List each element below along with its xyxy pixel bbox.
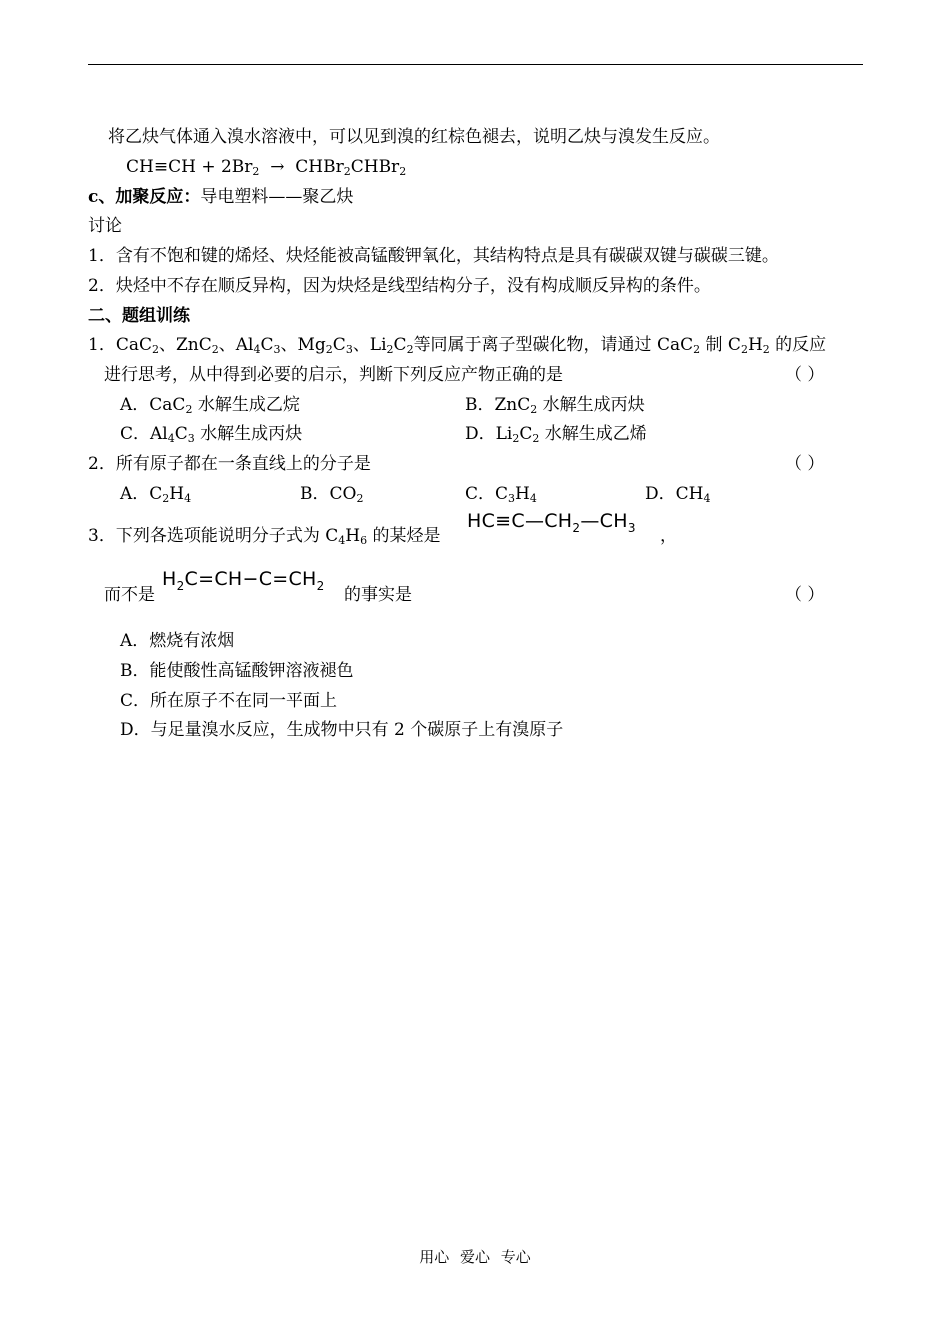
question-3-text-cont: 而不是 [104, 585, 155, 605]
discussion-item: 1．含有不饱和键的烯烃、炔烃能被高锰酸钾氧化，其结构特点是具有碳碳双键与碳碳三键。 [88, 246, 779, 266]
q3-option-d: D．与足量溴水反应，生成物中只有 2 个碳原子上有溴原子 [120, 720, 564, 740]
arrow-icon: → [270, 157, 285, 177]
comma: ， [660, 526, 677, 546]
q1-option-a: A．CaC$_2$ 水解生成乙烷 [120, 395, 300, 416]
butadiene-structural-formula: $H_2C=CH-C=CH_2$ [162, 568, 325, 593]
section-c-heading: c、加聚反应： [88, 187, 201, 207]
q1-option-d: D．$Li_2C_2$ 水解生成乙烯 [465, 424, 647, 445]
question-2-text: 2．所有原子都在一条直线上的分子是 [88, 454, 371, 474]
question-3-text: 3．下列各选项能说明分子式为 $C_4H_6$ 的某烃是 [88, 526, 441, 547]
discussion-title: 讨论 [88, 216, 122, 236]
section-2-heading: 二、题组训练 [88, 306, 190, 326]
q3-option-b: B．能使酸性高锰酸钾溶液褪色 [120, 661, 354, 681]
q3-option-c: C．所在原子不在同一平面上 [120, 691, 338, 711]
page-footer: 用心 爱心 专心 [419, 1248, 531, 1266]
q2-option-d: D．$CH_4$ [645, 484, 711, 505]
q1-option-b: B．ZnC$_2$ 水解生成丙炔 [465, 395, 645, 416]
discussion-item: 2．炔烃中不存在顺反异构，因为炔烃是线型结构分子，没有构成顺反异构的条件。 [88, 276, 711, 296]
bromination-equation: $CH\equiv CH + 2Br_2$ → CHBr$_2$CHBr$_2$ [126, 157, 407, 178]
q2-option-c: C．$C_3H_4$ [465, 484, 537, 505]
answer-blank: （ ） [785, 365, 825, 385]
question-1-text-cont: 进行思考，从中得到必要的启示，判断下列反应产物正确的是 [104, 365, 563, 385]
butyne-structural-formula: $HC\equiv C—CH_2—CH_3$ [467, 510, 636, 535]
header-rule [88, 64, 863, 65]
question-1-text: 1．CaC$_2$、ZnC$_2$、$Al_4C_3$、$Mg_2C_3$、$Li_2C_2$等同属于离子型碳化物，请通过 CaC$_2$ 制 $C_2H_2$ 的反应 [88, 335, 827, 356]
q2-option-b: B．$CO_2$ [300, 484, 364, 505]
section-c: c、加聚反应：导电塑料——聚乙炔 [88, 187, 354, 207]
answer-blank: （ ） [785, 585, 825, 605]
q1-option-c: C．$Al_4C_3$ 水解生成丙炔 [120, 424, 303, 445]
intro-text: 将乙炔气体通入溴水溶液中，可以见到溴的红棕色褪去，说明乙炔与溴发生反应。 [108, 127, 720, 147]
answer-blank: （ ） [785, 454, 825, 474]
q2-option-a: A．$C_2H_4$ [120, 484, 192, 505]
question-3-text-end: 的事实是 [344, 585, 412, 605]
q3-option-a: A．燃烧有浓烟 [120, 631, 235, 651]
